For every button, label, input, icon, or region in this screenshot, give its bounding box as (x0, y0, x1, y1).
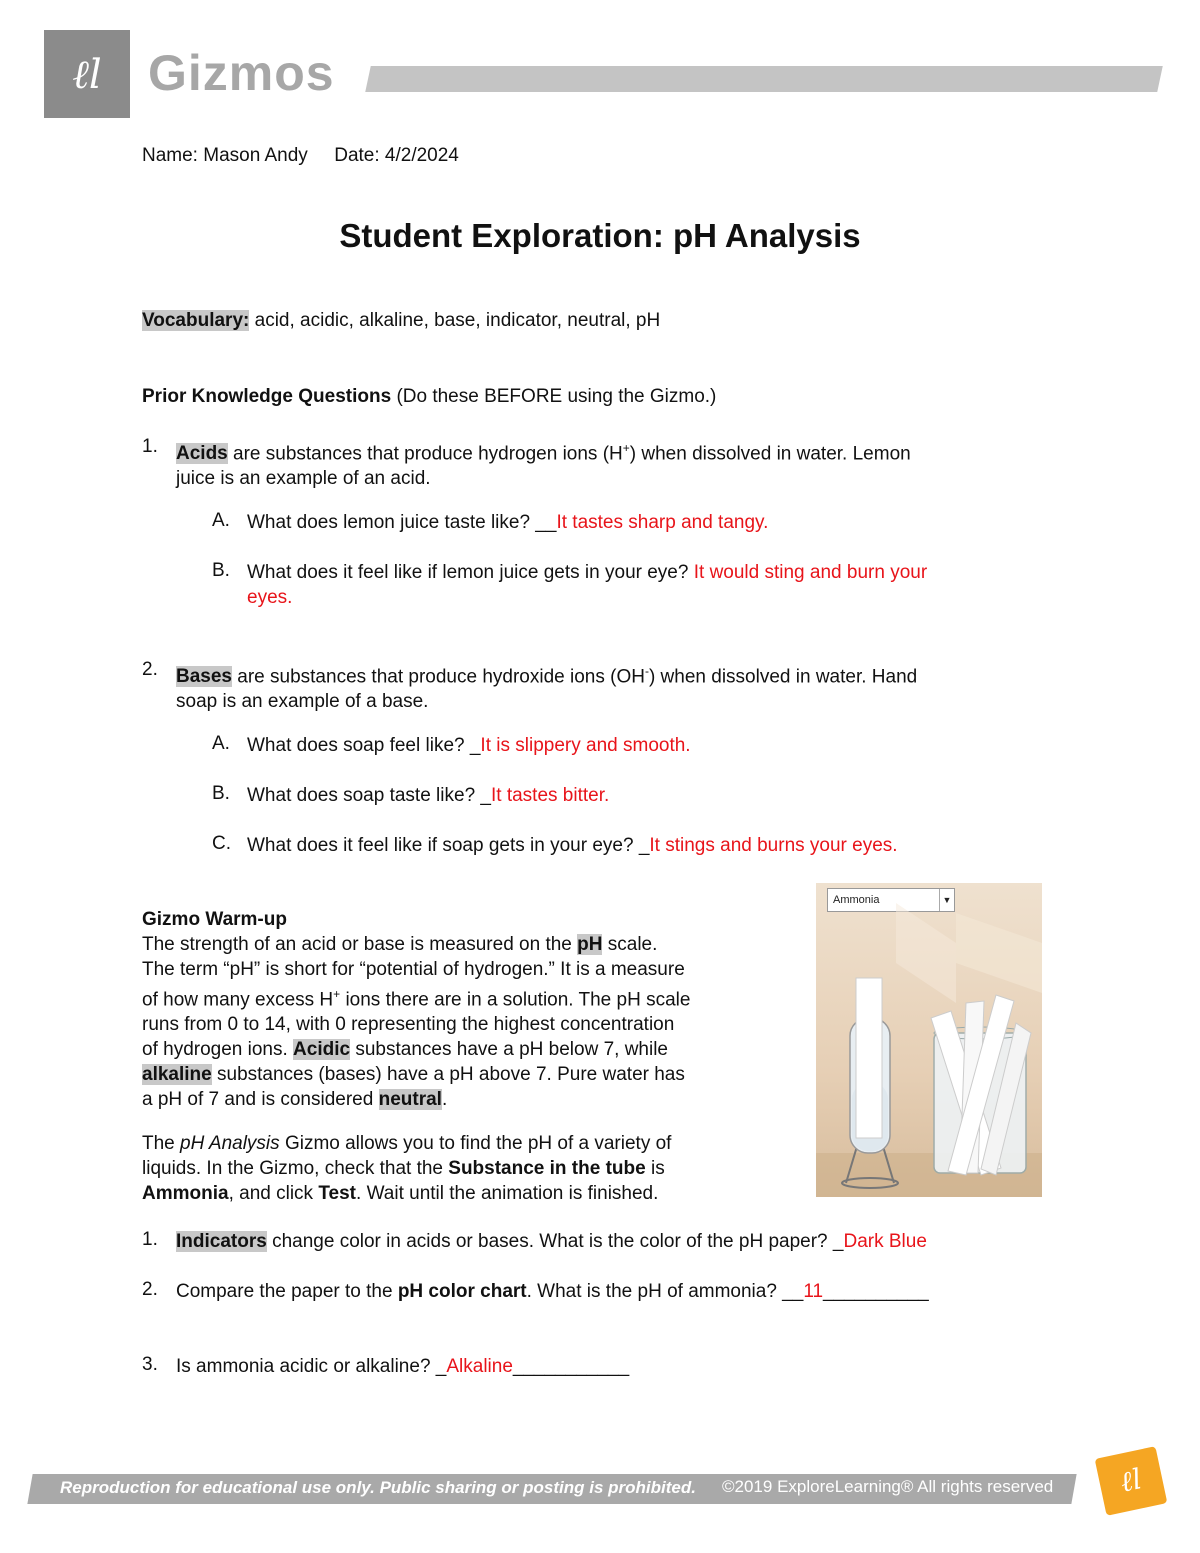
prior-heading-title: Prior Knowledge Questions (142, 386, 392, 407)
vocabulary (142, 308, 660, 333)
warmup-q1 (176, 1229, 927, 1254)
prior-q2b-question: What does soap taste like? _ (247, 785, 491, 806)
prior-q2c (247, 833, 898, 858)
prior-q1-number: 1. (142, 436, 158, 457)
student-name: Name: Mason Andy (142, 145, 308, 166)
chevron-down-icon: ▼ (939, 889, 954, 911)
substance-dropdown-value: Ammonia (833, 894, 880, 906)
gizmo-name: pH Analysis (180, 1133, 280, 1154)
warmup-p2-l1b: Gizmo allows you to find the pH of a variety of (284, 1133, 672, 1154)
footer-copyright: ©2019 ExploreLearning® All rights reserved (722, 1477, 1054, 1496)
prior-q2b (247, 783, 609, 808)
prior-q2a-question: What does soap feel like? _ (247, 735, 481, 756)
warmup-p2-l2a: liquids. In the Gizmo, check that the (142, 1158, 443, 1179)
warmup-q2 (176, 1279, 929, 1304)
prior-q1-sup: + (622, 441, 630, 455)
warmup-p2-l1a: The (142, 1133, 175, 1154)
prior-q1b-label: B. (212, 560, 230, 581)
warmup-p2-l3a: , and click (228, 1183, 314, 1204)
warmup-q2-text-b: . What is the pH of ammonia? __ (526, 1281, 804, 1302)
prior-q2b-label: B. (212, 783, 230, 804)
prior-q1a-question: What does lemon juice taste like? __ (247, 512, 557, 533)
prior-q2c-label: C. (212, 833, 231, 854)
vocabulary-label: Vocabulary: (142, 310, 250, 331)
warmup-q2-answer: 11 (803, 1281, 824, 1302)
acids-term: Acids (176, 443, 228, 465)
prior-heading (142, 384, 716, 409)
alkaline-term: alkaline (142, 1064, 212, 1086)
prior-heading-note: (Do these BEFORE using the Gizmo.) (396, 386, 717, 407)
warmup-q3-number: 3. (142, 1354, 158, 1375)
prior-q2-sup: - (644, 664, 649, 678)
warmup-paragraph-2 (142, 1131, 802, 1206)
prior-q2-text-a: are substances that produce hydroxide ions (OH (237, 666, 645, 688)
prior-q1-text (176, 436, 1056, 491)
warmup-q3-text: Is ammonia acidic or alkaline? _ (176, 1356, 447, 1377)
prior-q1-text-b: ) when dissolved in water. Lemon (629, 443, 911, 465)
bases-term: Bases (176, 666, 232, 688)
warmup-q3 (176, 1354, 629, 1379)
prior-q1b-answer-1: It would sting and burn your (693, 562, 928, 583)
prior-q1a-label: A. (212, 510, 230, 531)
warmup-q2-number: 2. (142, 1279, 158, 1300)
prior-q2-line2: soap is an example of a base. (176, 691, 429, 713)
warmup-q1-answer: Dark Blue (843, 1231, 927, 1252)
footer-logo-icon: ℓl (1095, 1446, 1168, 1516)
warmup-p1-l3a: of how many excess H (142, 989, 334, 1011)
prior-q1-line2: juice is an example of an acid. (176, 468, 431, 490)
name-line (142, 143, 459, 168)
prior-q2b-answer: It tastes bitter. (490, 785, 610, 806)
header-bar (365, 66, 1163, 92)
prior-q2-text-b: ) when dissolved in water. Hand (648, 666, 918, 688)
warmup-q1-number: 1. (142, 1229, 158, 1250)
ammonia-label: Ammonia (142, 1183, 229, 1204)
warmup-q3-trail: ___________ (512, 1356, 630, 1377)
warmup-p2-l3b: . Wait until the animation is finished. (356, 1183, 659, 1204)
indicators-term: Indicators (176, 1231, 267, 1252)
prior-q1b (247, 560, 1047, 610)
prior-q2c-question: What does it feel like if soap gets in your eye? _ (247, 835, 650, 856)
warmup-p1-l7a: a pH of 7 and is considered (142, 1089, 374, 1111)
page-title: Student Exploration: pH Analysis (339, 217, 861, 254)
warmup-p1-l3b: ions there are in a solution. The pH scale (345, 989, 691, 1011)
warmup-p1-l1b: scale. (607, 934, 658, 955)
warmup-p1-l4: runs from 0 to 14, with 0 representing the highest concentration (142, 1014, 675, 1036)
warmup-p1-l5a: of hydrogen ions. (142, 1039, 288, 1061)
prior-q2c-answer: It stings and burns your eyes. (649, 835, 898, 856)
prior-q1b-question: What does it feel like if lemon juice gets in your eye? (247, 562, 689, 583)
test-tube-illustration (816, 883, 1042, 1197)
test-label: Test (318, 1183, 357, 1204)
prior-q1a-answer: It tastes sharp and tangy. (556, 512, 769, 533)
prior-q2a-answer: It is slippery and smooth. (480, 735, 691, 756)
warmup-heading: Gizmo Warm-up (142, 909, 287, 930)
prior-q1b-answer-2: eyes. (247, 587, 293, 608)
prior-q1-text-a: are substances that produce hydrogen ions (H (233, 443, 623, 465)
warmup-p1-l7b: . (441, 1089, 448, 1111)
explorelearning-logo: ℓl (44, 30, 130, 118)
prior-q2a-label: A. (212, 733, 230, 754)
warmup-p1-l1a: The strength of an acid or base is measured on the (142, 934, 572, 955)
warmup-p1-l2: The term “pH” is short for “potential of hydrogen.” It is a measure (142, 959, 685, 980)
substance-label: Substance in the tube (448, 1158, 646, 1179)
warmup-p1-l5b: substances have a pH below 7, while (355, 1039, 668, 1061)
warmup-q2-trail: __________ (823, 1281, 929, 1302)
warmup-p2-l2b: is (650, 1158, 665, 1179)
warmup-q1-text: change color in acids or bases. What is the color of the pH paper? _ (272, 1231, 844, 1252)
prior-q2-number: 2. (142, 659, 158, 680)
ph-term: pH (577, 934, 603, 955)
acidic-term: Acidic (293, 1039, 351, 1061)
gizmos-brand: Gizmos (148, 45, 335, 101)
warmup-paragraph-1 (142, 907, 792, 1112)
ph-color-chart-label: pH color chart (397, 1281, 527, 1302)
prior-q1a (247, 510, 768, 535)
warmup-p1-l3-sup: + (333, 987, 341, 1001)
date: Date: 4/2/2024 (334, 145, 459, 166)
warmup-p1-l6b: substances (bases) have a pH above 7. Pure water has (217, 1064, 685, 1086)
prior-q2a (247, 733, 691, 758)
prior-q2-text (176, 659, 1056, 714)
vocabulary-terms: acid, acidic, alkaline, base, indicator, neutral, pH (254, 310, 661, 331)
warmup-q2-text-a: Compare the paper to the (176, 1281, 393, 1302)
footer-disclaimer: Reproduction for educational use only. Public sharing or posting is prohibited. (60, 1478, 696, 1497)
warmup-q3-answer: Alkaline (446, 1356, 513, 1377)
neutral-term: neutral (378, 1089, 442, 1111)
gizmo-screenshot (816, 883, 1042, 1197)
